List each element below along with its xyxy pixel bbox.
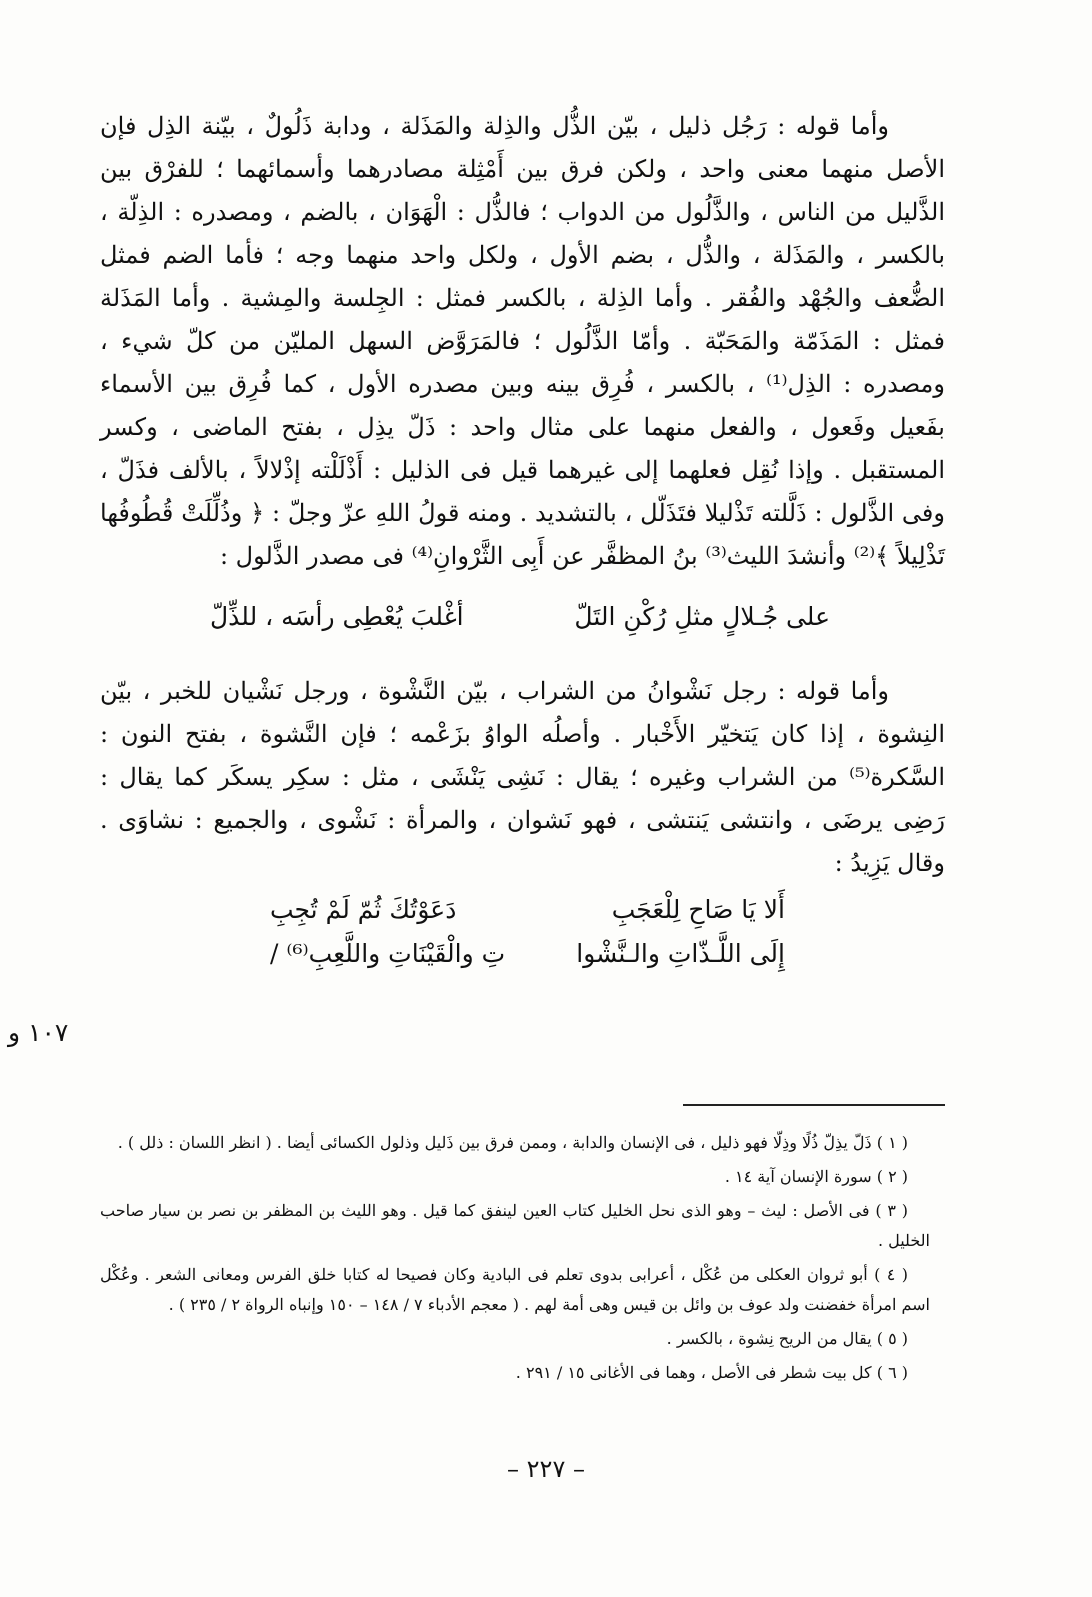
poem-line-2-second: تِ والْقَيْنَاتِ واللَّعِبِ⁽⁶⁾ / (270, 939, 506, 968)
verse-hemistich-first: على جُـلالٍ مثلِ رُكْنِ التَلّ (574, 602, 830, 631)
footnote-3: ( ٣ ) فى الأصل : ليث – وهو الذى نحل الخليل كتاب العين لينفق كما قيل . وهو الليث بن المظفر بن نصر بن سيار صاحب الخليل . (100, 1201, 930, 1250)
verse-couplet-1 (100, 588, 945, 656)
footnote-5: ( ٥ ) يقال من الريح نِشوة ، بالكسر . (666, 1329, 908, 1348)
poem-line-2-first: إِلَى اللَّـذّاتِ والـنَّشْوا (576, 939, 785, 968)
footnote-divider (683, 1104, 945, 1106)
page-number: – ٢٢٧ – (507, 1455, 585, 1483)
body-text-2 (100, 670, 945, 885)
footnote-6: ( ٦ ) كل بيت شطر فى الأصل ، وهما فى الأغانى ١٥ / ٢٩١ . (515, 1363, 908, 1382)
verse-hemistich-second: أغْلبَ يُعْطِى رأسَه ، للذِّلّ (210, 602, 464, 631)
paragraph-2: وأما قوله : رجل نَشْوانُ من الشراب ، بيّن النَّشْوة ، ورجل نَشْيان للخبر ، بيّن النِشوة ، إذا كان يَتخيّر الأَخْبار . وأصلُه الواوُ بزَعْمه ؛ فإن النَّشوة ، بفتح النون : السَّكرة⁽⁵⁾ من الشراب وغيره ؛ يقال : نَشِى يَنْشَى ، مثل : سكِر يسكَر كما يقال : رَضِى يرضَى ، وانتشى يَنتشى ، فهو نَشوان ، والمرأة : نَشْوى ، والجميع : نشاوَى . وقال يَزِيدُ : (100, 677, 945, 877)
footnote-1: ( ١ ) ذَلّ يذِلّ ذُلًا وذِلّا فهو ذليل ، فى الإنسان والدابة ، وممن فرق بين ذَليل وذلول الكسائى أيضا . ( انظر اللسان : ذلل ) . (117, 1133, 908, 1152)
poem-line-1-first: أَلا يَا صَاحِ لِلْعَجَبِ (611, 895, 785, 924)
footnotes (100, 1128, 930, 1392)
body-text (100, 105, 945, 578)
paragraph-1: وأما قوله : رَجُل ذليل ، بيّن الذُّل والذِلة والمَذَلة ، ودابة ذَلُولٌ ، بيّنة الذِل فإن الأصل منهما معنى واحد ، ولكن فرق بين أَمْثِلة مصادرهما وأسمائهما ؛ للفرْق بين الذَّليل من الناس ، والذَّلُول من الدواب ؛ فالذُّل : الْهَوَان ، بالضم ، ومصدره : الذِلّة ، بالكسر ، والمَذَلة ، والذُّل ، بضم الأول ، ولكل واحد منهما وجه ؛ فأما الضم فمثل الضُّعف والجُهْد والفُقر . وأما الذِلة ، بالكسر فمثل : الجِلسة والمِشية . وأما المَذَلة فمثل : المَذَمّة والمَحَبّة . وأمّا الذَّلُول ؛ فالمَرَوَّض السهل المليّن من كلّ شيء ، ومصدره : الذِل⁽¹⁾ ، بالكسر ، فُرِق بينه وبين مصدره الأول ، كما فُرِق بين الأسماء بفَعيل وفَعول ، والفعل منهما على مثال واحد : ذَلّ يذِل ، بفتح الماضى ، وكسر المستقبل . وإذا نُقِل فعلهما إلى غيرهما قيل فى الذليل : أَذْلَلْته إذْلالاً ، بالألف فذَلّ ، وفى الذَّلول : ذَلَّلته تَذْليلا فتَذَلّل ، بالتشديد . ومنه قولُ اللهِ عزّ وجلّ : ﴿ وذُلِّلَتْ قُطُوفُها تَذْلِيلاً ﴾⁽²⁾ وأنشدَ الليث⁽³⁾ بنُ المظفَّر عن أَبِى الثَّرْوانِ⁽⁴⁾ فى مصدر الذَّلول : (100, 112, 946, 570)
footnote-4: ( ٤ ) أبو ثروان العكلى من عُكْل ، أعرابى بدوى تعلم فى البادية وكان فصيحا له كتابا خلق الفرس ومعانى الشعر . وعُكْل اسم امرأة خفضنت ولد عوف بن وائل بن قيس وهى أمة لهم . ( معجم الأدباء ٧ / ١٤٨ – ١٥٠ وإنباه الرواة ٢ / ٢٣٥ ) . (100, 1265, 930, 1314)
footnote-2: ( ٢ ) سورة الإنسان آية ١٤ . (724, 1167, 908, 1186)
manuscript-folio-marker: ١٠٧ و (8, 1018, 69, 1047)
poem-yazid (100, 891, 945, 987)
main-text-block (100, 105, 945, 987)
poem-line-1-second: دَعَوْتُكَ ثُمّ لَمْ تُجِبِ (270, 895, 457, 924)
